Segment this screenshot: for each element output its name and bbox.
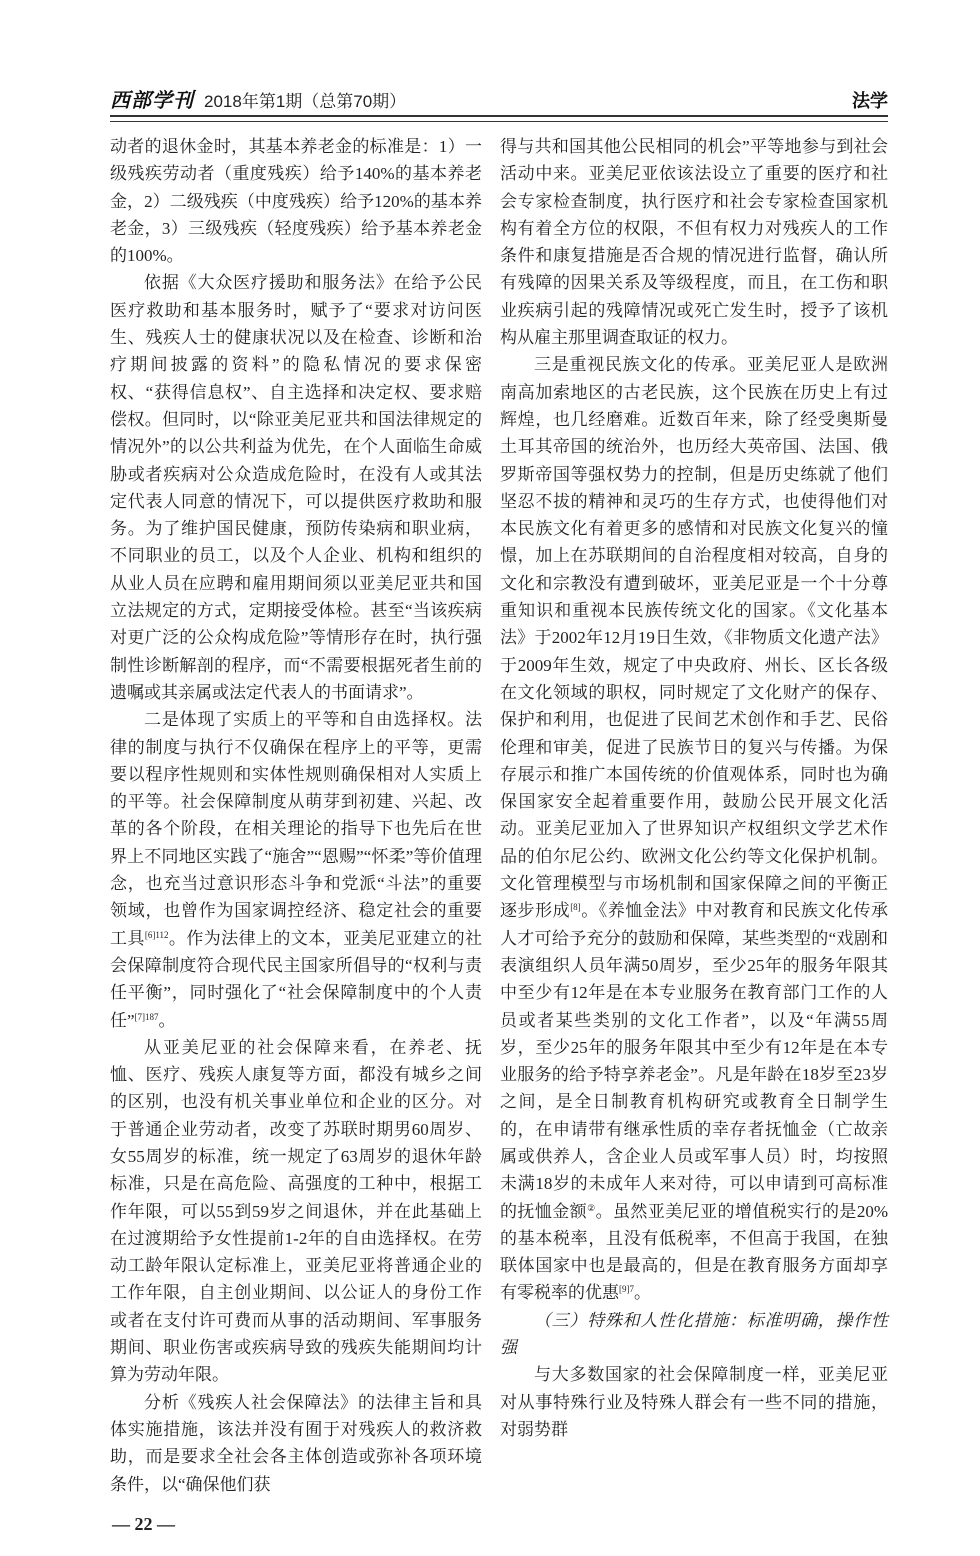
paragraph: 与大多数国家的社会保障制度一样，亚美尼亚对从事特殊行业及特殊人群会有一些不同的措施，对弱势群 <box>500 1365 888 1439</box>
paragraph-text: 。虽然亚美尼亚的增值税实行的是20%的基本税率，且没有低税率，不但高于我国，在独联体国家中也是最高的，但是在教育服务方面却享有零税率的优惠 <box>500 1201 889 1303</box>
right-column <box>500 133 888 1443</box>
citation: [7]187 <box>134 1011 159 1022</box>
section-label: 法学 <box>852 91 888 111</box>
paragraph <box>500 351 888 1306</box>
left-column <box>110 133 482 1498</box>
paragraph: 从亚美尼亚的社会保障来看，在养老、抚恤、医疗、残疾人康复等方面，都没有城乡之间的区别，也没有机关事业单位和企业的区分。对于普通企业劳动者，改变了苏联时期男60周岁、女55周岁的标准，统一规定了63周岁的退休年龄标准，只是在高危险、高强度的工种中，根据工作年限，可以55到59岁之间退休，并在此基础上在过渡期给予女性提前1-2年的自由选择权。在劳动工龄年限认定标准上，亚美尼亚将普通企业的工作年限，自主创业期间、以公证人的身份工作或者在支付许可费而从事的活动期间、军事服务期间、职业伤害或疾病导致的残疾失能期间均计算为劳动年限。 <box>110 1037 482 1385</box>
paragraph: 得与共和国其他公民相同的机会”平等地参与到社会活动中来。亚美尼亚依该法设立了重要的医疗和社会专家检查制度，执行医疗和社会专家检查国家机构有着全方位的权限，不但有权力对残疾人的工作条件和康复措施是否合规的情况进行监督，确认所有残障的因果关系及等级程度，而且，在工伤和职业疾病引起的残障情况或死亡发生时，授予了该机构从雇主那里调查取证的权力。 <box>500 137 888 348</box>
paragraph: 动者的退休金时，其基本养老金的标准是：1）一级残疾劳动者（重度残疾）给予140%的基本养老金，2）二级残疾（中度残疾）给予120%的基本养老金，3）三级残疾（轻度残疾）给予基本养老金的100%。 <box>110 137 482 266</box>
running-header <box>110 84 888 113</box>
journal-logo: 西部学刊 <box>110 90 194 112</box>
paragraph-text: 。作为法律上的文本，亚美尼亚建立的社会保障制度符合现代民主国家所倡导的“权利与责任平衡”，同时强化了“社会保障制度中的个人责任” <box>110 928 483 1030</box>
paragraph <box>110 706 482 1034</box>
subheading: （三）特殊和人性化措施：标准明确，操作性强 <box>500 1310 888 1358</box>
paragraph: 依据《大众医疗援助和服务法》在给予公民医疗救助和基本服务时，赋予了“要求对访问医生、残疾人士的健康状况以及在检查、诊断和治疗期间披露的资料”的隐私情况的要求保密权、“获得信息权”、自主选择和决定权、要求赔偿权。但同时，以“除亚美尼亚共和国法律规定的情况外”的以公共利益为优先，在个人面临生命威胁或者疾病对公众造成危险时，在没有人或其法定代表人同意的情况下，可以提供医疗救助和服务。为了维护国民健康，预防传染病和职业病，不同职业的员工，以及个人企业、机构和组织的从业人员在应聘和雇用期间须以亚美尼亚共和国立法规定的方式，定期接受体检。甚至“当该疾病对更广泛的公众构成危险”等情形存在时，执行强制性诊断解剖的程序，而“不需要根据死者生前的遗嘱或其亲属或法定代表人的书面请求”。 <box>110 273 482 702</box>
header-rule <box>110 115 888 122</box>
paragraph-text: 。《养恤金法》中对教育和民族文化传承人才可给予充分的鼓励和保障，某些类型的“戏剧和表演组织人员年满50周岁，至少25年的服务年限其中至少有12年是在本专业服务在教育部门工作的人员或者某些类别的文化工作者”，以及“年满55周岁，至少25年的服务年限其中至少有12年是在本专业服务的给予特享养老金”。凡是年龄在18岁至23岁之间，是全日制教育机构研究或教育全日制学生的，在申请带有继承性质的幸存者抚恤金（亡故亲属或供养人，含企业人员或军事人员）时，均按照未满18岁的未成年人来对待，可以申请到可高标准的抚恤金额 <box>500 901 889 1221</box>
footnote-marker: ② <box>587 1202 596 1213</box>
citation: [8] <box>570 902 581 913</box>
citation: [6]112 <box>144 929 169 940</box>
paragraph-text: 。 <box>634 1283 651 1303</box>
paragraph-text: 。 <box>158 1010 176 1030</box>
paragraph-text: 三是重视民族文化的传承。亚美尼亚人是欧洲南高加索地区的古老民族，这个民族在历史上有过辉煌，也几经磨难。近数百年来，除了经受奥斯曼土耳其帝国的统治外，也历经大英帝国、法国、俄罗斯帝国等强权势力的控制，但是历史练就了他们坚忍不拔的精神和灵巧的生存方式，也使得他们对本民族文化有着更多的感情和对民族文化复兴的憧憬，加上在苏联期间的自治程度相对较高，自身的文化和宗教没有遭到破坏，亚美尼亚是一个十分尊重知识和重视本民族传统文化的国家。《文化基本法》于2002年12月19日生效，《非物质文化遗产法》于2009年生效，规定了中央政府、州长、区长各级在文化领域的职权，同时规定了文化财产的保存、保护和利用，也促进了民间艺术创作和手艺、民俗伦理和审美，促进了民族节日的复兴与传播。为保存展示和推广本国传统的价值观体系，同时也为确保国家安全起着重要作用，鼓励公民开展文化活动。亚美尼亚加入了世界知识产权组织文学艺术作品的伯尔尼公约、欧洲文化公约等文化保护机制。文化管理模型与市场机制和国家保障之间的平衡正逐步形成 <box>500 355 888 921</box>
page-number: — 22 — <box>112 1513 175 1534</box>
citation: [9]7 <box>619 1284 634 1295</box>
issue-info: 2018年第1期（总第70期） <box>204 92 407 111</box>
body-columns <box>110 133 888 1498</box>
paragraph-text: 二是体现了实质上的平等和自由选择权。法律的制度与执行不仅确保在程序上的平等，更需要以程序性规则和实体性规则确保相对人实质上的平等。社会保障制度从萌芽到初建、兴起、改革的各个阶段，在相关理论的指导下也先后在世界上不同地区实践了“施舍”“恩赐”“怀柔”等价值理念，也充当过意识形态斗争和党派“斗法”的重要领域，也曾作为国家调控经济、稳定社会的重要工具 <box>110 710 482 948</box>
paragraph: 分析《残疾人社会保障法》的法律主旨和具体实施措施，该法并没有囿于对残疾人的救济救助，而是要求全社会各主体创造或弥补各项环境条件，以“确保他们获 <box>110 1392 482 1494</box>
